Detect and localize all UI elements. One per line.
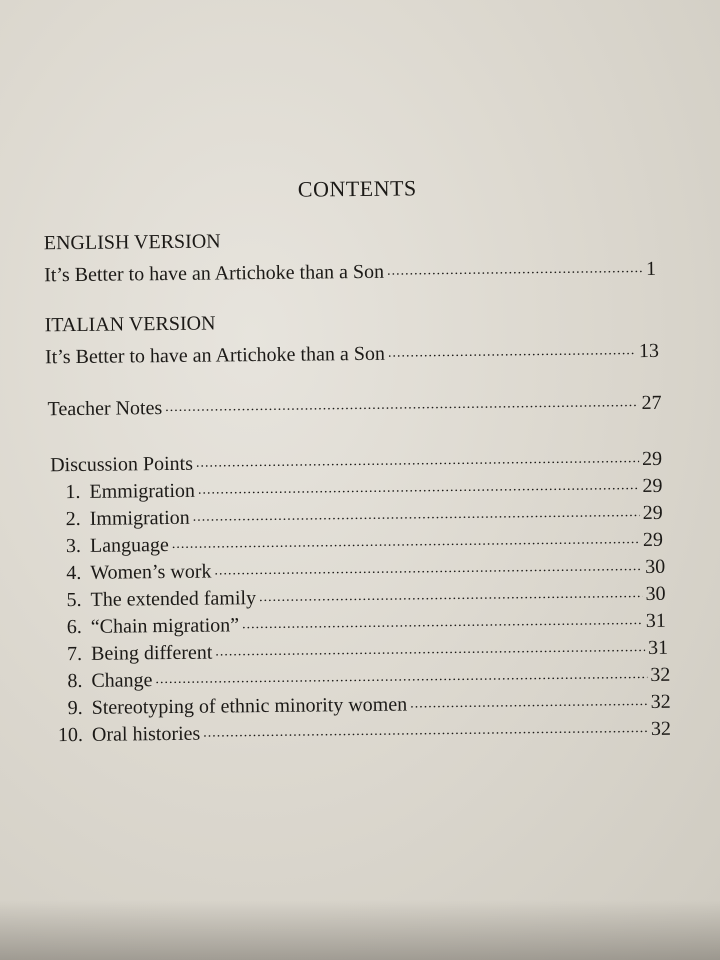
dot-leader [193,499,640,524]
toc-entry-label: “Chain migration” [90,614,240,638]
toc-entry-teacher-notes [47,389,661,421]
toc-entry-italian [45,337,659,369]
toc-item-10 [37,715,671,748]
toc-entry-label: Stereotyping of ethnic minority women [91,693,408,719]
toc-entry-label: It’s Better to have an Artichoke than a Son [44,260,385,287]
toc-page-number: 29 [642,528,664,552]
dot-leader [387,255,643,278]
toc-page-number: 30 [645,555,666,579]
dot-leader [215,634,645,658]
item-number: 6. [66,615,82,639]
toc-entry-label: Change [91,669,153,692]
toc-entry-label: Teacher Notes [47,397,163,421]
section-heading-italian: ITALIAN VERSION [44,312,216,337]
toc-entry-label: Oral histories [91,722,201,746]
toc-entry-label: It’s Better to have an Artichoke than a Son [44,342,386,369]
item-number: 1. [65,480,81,504]
dot-leader [242,607,643,631]
toc-page-number: 31 [647,636,669,659]
toc-page-number: 29 [642,474,663,498]
dot-leader [388,337,636,360]
toc-entry-label: The extended family [90,587,257,611]
toc-page-number: 1 [646,257,657,280]
page-title: CONTENTS [297,175,417,202]
toc-entry-label: Emmigration [89,479,196,503]
dot-leader [410,688,648,710]
item-number: 7. [67,642,83,666]
dot-leader [165,389,639,414]
item-number: 5. [66,588,82,612]
toc-page-number: 31 [645,609,666,633]
item-number: 8. [67,669,83,693]
toc-entry-label: Language [89,534,169,557]
dot-leader [155,661,647,686]
item-number: 3. [65,534,82,558]
toc-entry-english [44,255,656,287]
item-number: 4. [66,561,82,585]
toc-page-number: 27 [641,391,662,415]
toc-page-number: 32 [650,663,671,686]
page-bottom-shadow [0,900,720,960]
toc-entry-label: Being different [91,641,213,665]
dot-leader [172,526,640,551]
dot-leader [196,445,639,470]
toc-page-number: 30 [645,582,666,606]
toc-entry-label: Women’s work [90,560,212,584]
toc-page-number: 29 [642,501,663,525]
section-heading-english: ENGLISH VERSION [43,230,221,255]
item-number: 10. [57,723,84,747]
toc-entry-label: Discussion Points [50,452,194,477]
item-number: 9. [67,696,83,720]
dot-leader [259,580,643,604]
dot-leader [198,472,640,497]
toc-entry-label: Immigration [89,506,190,530]
toc-page-number: 29 [641,447,663,471]
dot-leader [203,715,648,740]
dot-leader [214,553,642,577]
toc-page-number: 32 [650,717,672,740]
toc-page-number: 13 [638,339,660,363]
item-number: 2. [65,507,81,531]
toc-page-number: 32 [650,690,671,713]
